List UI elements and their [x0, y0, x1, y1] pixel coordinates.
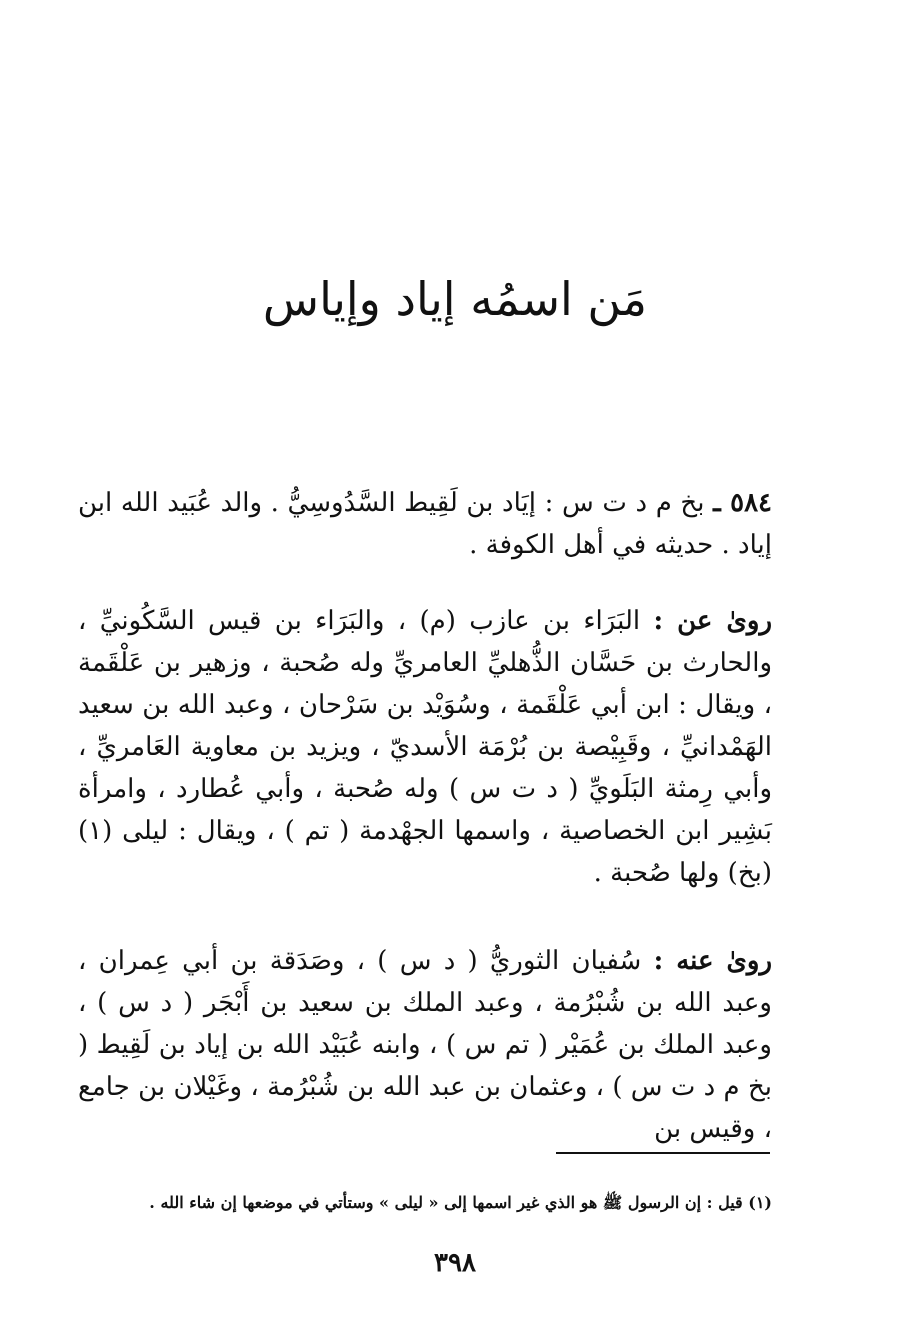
narrated-from-paragraph [78, 600, 772, 894]
footnote: (١) قيل : إن الرسول ﷺ هو الذي غير اسمها إلى « ليلى » وستأتي في موضعها إن شاء الله . [149, 1193, 772, 1212]
section-heading: مَن اسمُه إياد وإياس [262, 272, 648, 326]
narrated-by-paragraph [78, 940, 772, 1150]
narrated-by-label: روىٰ عنه : [653, 946, 772, 976]
entry-paragraph [78, 482, 772, 566]
narrated-from-label: روىٰ عن : [653, 606, 773, 636]
narrated-by-text: سُفيان الثوريُّ ( د س ) ، وصَدَقة بن أبي عِمران ، وعبد الله بن شُبْرُمة ، وعبد الملك بن سعيد بن أَبْجَر ( د س ) ، وعبد الملك بن عُمَيْر ( تم س ) ، وابنه عُبَيْد الله بن إياد بن لَقِيط ( بخ م د ت س ) ، وعثمان بن عبد الله بن شُبْرُمة ، وغَيْلان بن جامع ، وقيس بن [78, 946, 772, 1144]
page-number: ٣٩٨ [434, 1248, 476, 1278]
entry-text: بخ م د ت س : إيَاد بن لَقِيط السَّدُوسِيُّ . والد عُبَيد الله ابن إياد . حديثه في أهل الكوفة . [78, 488, 772, 560]
entry-number: ٥٨٤ ـ [713, 488, 773, 518]
footnote-divider [556, 1152, 770, 1154]
narrated-from-text: البَرَاء بن عازب (م) ، والبَرَاء بن قيس السَّكُونيِّ ، والحارث بن حَسَّان الذُّهليِّ العامريِّ وله صُحبة ، وزهير بن عَلْقَمة ، ويقال : ابن أبي عَلْقَمة ، وسُوَيْد بن سَرْحان ، وعبد الله بن سعيد الهَمْدانيِّ ، وقَبِيْصة بن بُرْمَة الأسديّ ، ويزيد بن معاوية العَامريِّ ، وأبي رِمثة البَلَويِّ ( د ت س ) وله صُحبة ، وأبي عُطارد ، وامرأة بَشِير ابن الخصاصية ، واسمها الجهْدمة ( تم ) ، ويقال : ليلى (١) (بخ) ولها صُحبة . [78, 606, 772, 888]
